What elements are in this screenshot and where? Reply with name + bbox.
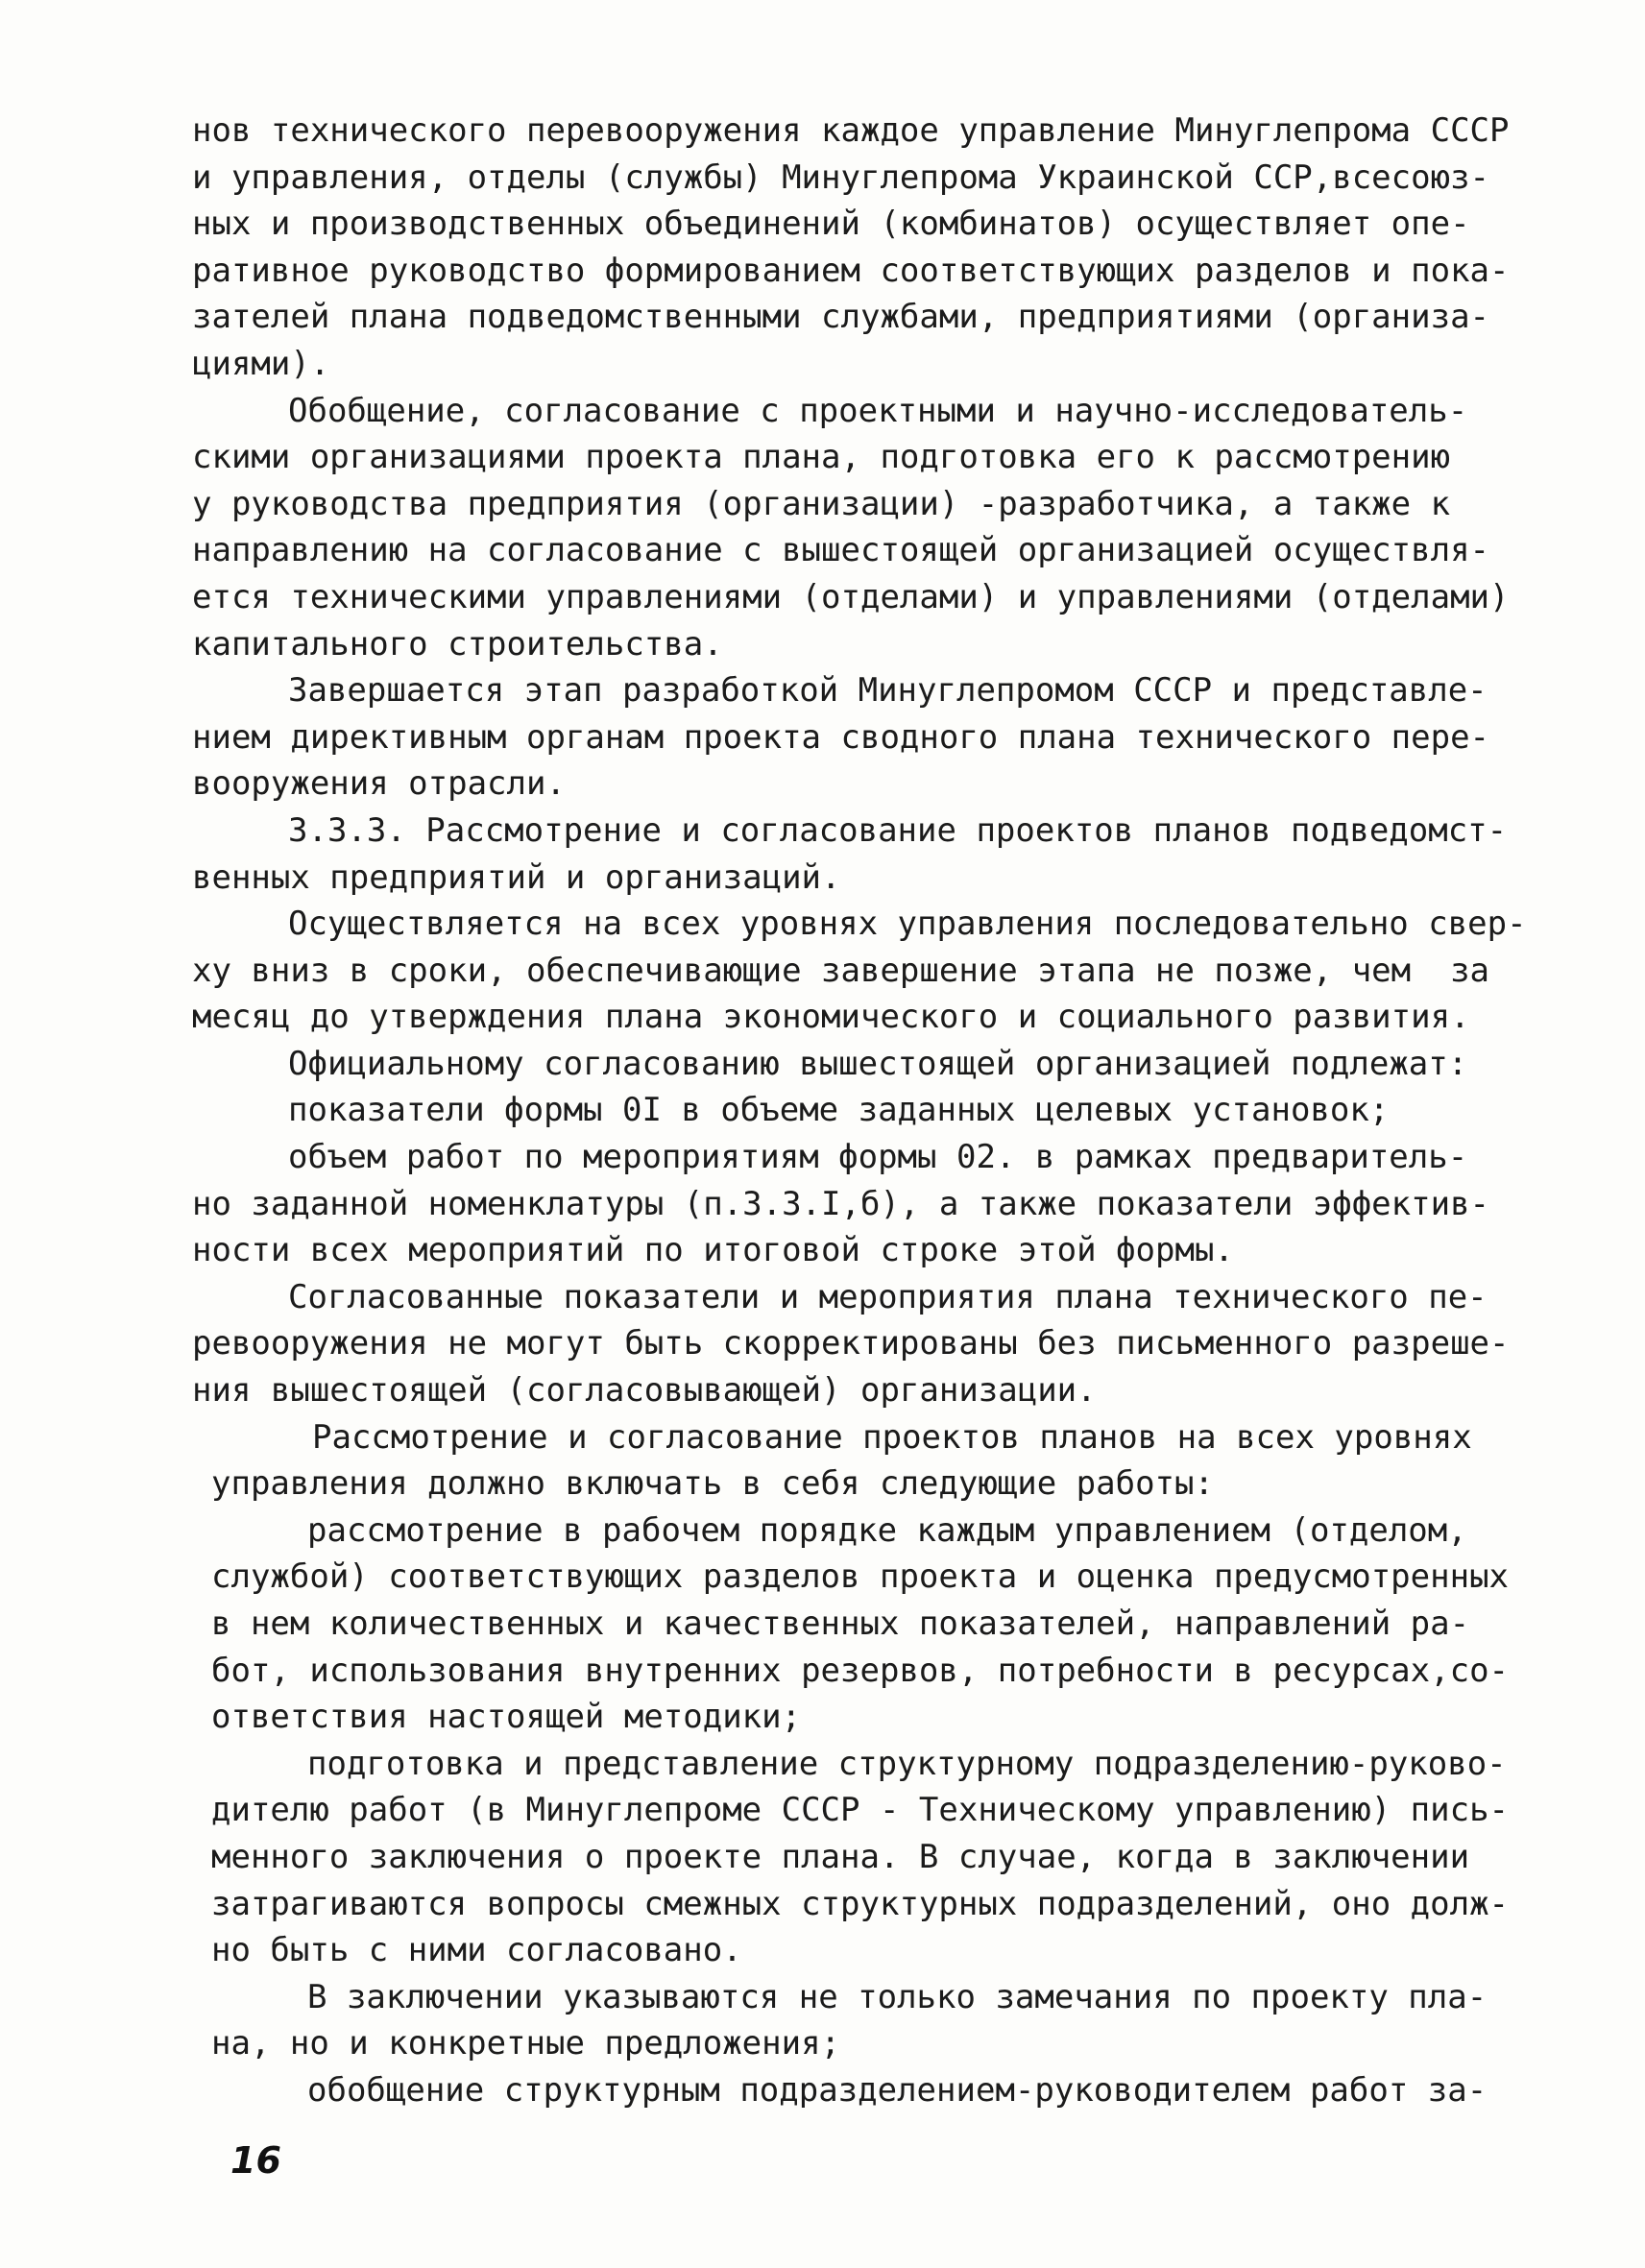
text-line: у руководства предприятия (организации) -разработчика, а также к xyxy=(192,484,1451,523)
text-line: нов технического перевооружения каждое управление Минуглепрома СССР xyxy=(192,111,1510,150)
text-line: но заданной номенклатуры (п.3.3.I,б), а также показатели эффектив- xyxy=(192,1184,1490,1223)
text-line: и управления, отделы (службы) Минуглепрома Украинской ССР,всесоюз- xyxy=(192,157,1490,197)
page-number: 16 xyxy=(230,2139,281,2182)
text-line: ху вниз в сроки, обеспечивающие завершение этапа не позже, чем за xyxy=(192,951,1490,990)
paragraph-start-line: Осуществляется на всех уровнях управления последовательно свер- xyxy=(288,905,1527,944)
text-line: но быть с ними согласовано. xyxy=(211,1931,742,1970)
text-line: управления должно включать в себя следующие работы: xyxy=(211,1464,1214,1504)
list-item-line: рассмотрение в рабочем порядке каждым управлением (отделом, xyxy=(307,1510,1467,1550)
text-line: дителю работ (в Минуглепроме СССР - Техническому управлению) пись- xyxy=(211,1791,1510,1830)
paragraph-start-line: Согласованные показатели и мероприятия плана технического пе- xyxy=(288,1277,1488,1316)
text-line: вооружения отрасли. xyxy=(192,764,566,804)
text-line: ния вышестоящей (согласовывающей) организации. xyxy=(192,1371,1097,1411)
paragraph-start-line: В заключении указываются не только замечания по проекту пла- xyxy=(307,1977,1488,2016)
list-item-line: объем работ по мероприятиям формы 02. в рамках предваритель- xyxy=(288,1138,1468,1177)
text-line: венных предприятий и организаций. xyxy=(192,857,841,897)
text-line: ности всех мероприятий по итоговой строке этой формы. xyxy=(192,1231,1234,1270)
text-line: ется техническими управлениями (отделами) и управлениями (отделами) xyxy=(192,577,1510,616)
text-line: на, но и конкретные предложения; xyxy=(211,2024,841,2063)
text-line: в нем количественных и качественных показателей, направлений ра- xyxy=(211,1604,1470,1643)
text-line: циями). xyxy=(192,344,330,383)
text-line: скими организациями проекта плана, подготовка его к рассмотрению xyxy=(192,438,1451,477)
text-line: ративное руководство формированием соответствующих разделов и пока- xyxy=(192,251,1510,290)
text-line: ответствия настоящей методики; xyxy=(211,1698,802,1737)
section-heading-line: 3.3.3. Рассмотрение и согласование проектов планов подведомст- xyxy=(288,810,1508,850)
paragraph-start-line: Рассмотрение и согласование проектов планов на всех уровнях xyxy=(312,1417,1472,1457)
text-line: ревооружения не могут быть скорректированы без письменного разреше- xyxy=(192,1324,1510,1363)
list-item-line: подготовка и представление структурному подразделению-руково- xyxy=(307,1744,1507,1783)
text-line: менного заключения о проекте плана. В случае, когда в заключении xyxy=(211,1837,1470,1876)
list-item-line: показатели формы 0I в объеме заданных целевых установок; xyxy=(288,1091,1390,1130)
paragraph-start-line: Завершается этап разработкой Минуглепромом СССР и представле- xyxy=(288,671,1488,711)
paragraph-start-line: Официальному согласованию вышестоящей организацией подлежат: xyxy=(288,1044,1468,1083)
body-text xyxy=(192,108,1527,2114)
text-line: службой) соответствующих разделов проекта и оценка предусмотренных xyxy=(211,1557,1510,1597)
text-line: направлению на согласование с вышестоящей организацией осуществля- xyxy=(192,531,1490,570)
text-line: месяц до утверждения плана экономического и социального развития. xyxy=(192,998,1470,1037)
paragraph-start-line: Обобщение, согласование с проектными и научно-исследователь- xyxy=(288,391,1468,430)
text-line: затрагиваются вопросы смежных структурных подразделений, оно долж- xyxy=(211,1884,1510,1923)
text-line: капитального строительства. xyxy=(192,624,723,664)
text-line: бот, использования внутренних резервов, потребности в ресурсах,со- xyxy=(211,1651,1510,1690)
list-item-line: обобщение структурным подразделением-руководителем работ за- xyxy=(307,2070,1488,2110)
text-line: зателей плана подведомственными службами, предприятиями (организа- xyxy=(192,298,1490,337)
text-line: ных и производственных объединений (комбинатов) осуществляет опе- xyxy=(192,205,1470,244)
text-line: нием директивным органам проекта сводного плана технического пере- xyxy=(192,717,1490,757)
